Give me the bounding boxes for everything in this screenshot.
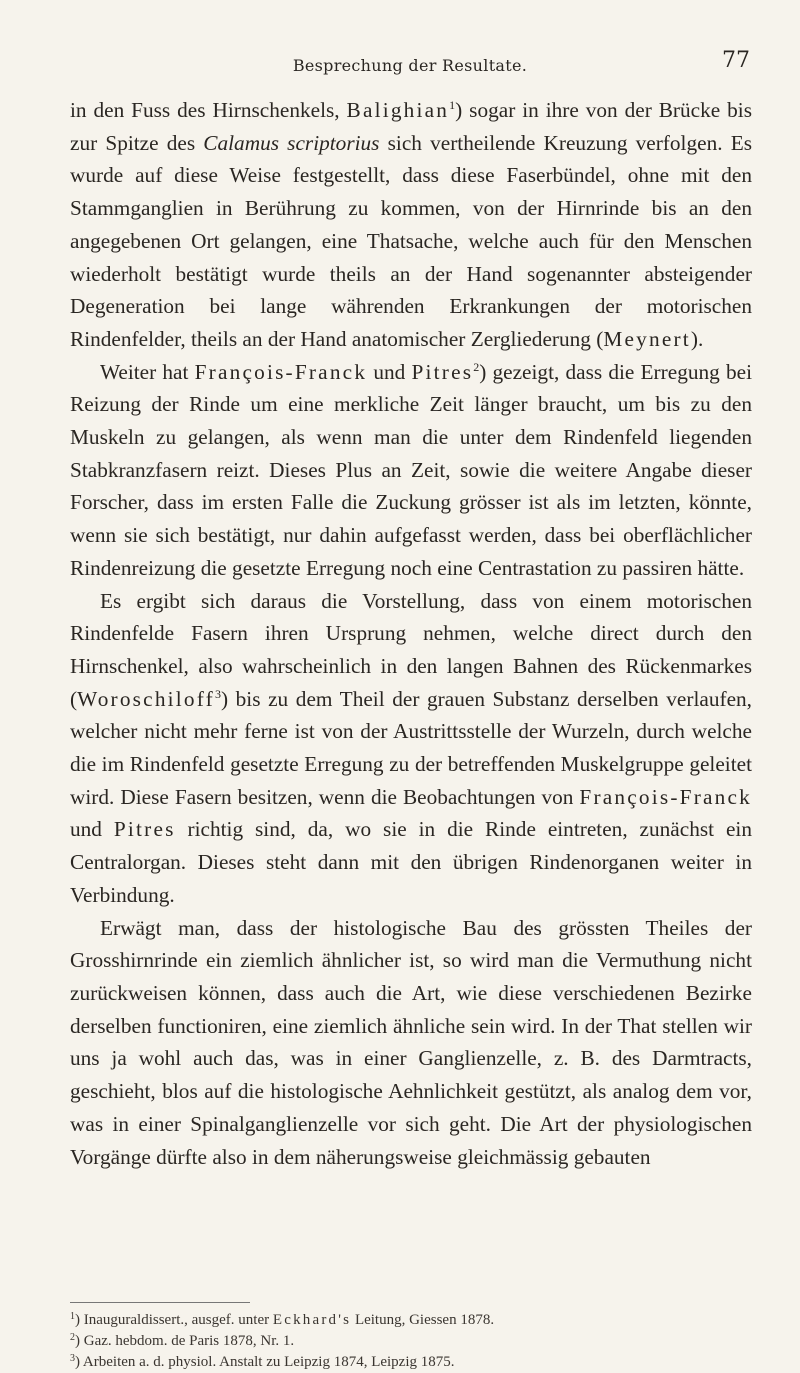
paragraph [70, 356, 752, 585]
author-name: François-Franck [579, 784, 752, 809]
footnote-mark: 3 [70, 1353, 75, 1364]
footnote-ref: 3 [214, 686, 221, 701]
footnotes [70, 1310, 750, 1373]
italic-text: Calamus scriptorius [203, 130, 380, 155]
text-run: Leitung, Giessen 1878. [351, 1312, 495, 1328]
footnote-ref: 2 [473, 359, 480, 374]
author-name: Balighian [346, 98, 450, 122]
text-run: ). [690, 326, 704, 351]
author-name: Pitres [113, 817, 176, 842]
author-name: Meynert [603, 326, 691, 351]
text-run: ) gezeigt, dass die Erregung bei Reizung der Rinde um eine merkliche Zeit länger braucht, um bis zu den Muskeln zu gelangen, als wenn man die unter dem Rindenfeld liegenden Stabkranzfasern reizt. Dieses Plus an Zeit, sowie die weitere Angabe dieser Forscher, dass im ersten Falle die Zuckung grösser ist als im letzten, könnte, wenn sie sich bestätigt, nur dahin aufgefasst werden, dass bei oberflächlicher Rindenreizung die gesetzte Erregung noch eine Centrastation zu passiren hätte. [70, 359, 752, 580]
text-run: ) Arbeiten a. d. physiol. Anstalt zu Leipzig 1874, Leipzig 1875. [75, 1354, 455, 1370]
footnote-ref: 1 [449, 98, 456, 112]
paragraph [70, 94, 752, 356]
text-run: Es ergibt sich daraus die Vorstellung, dass von einem motorischen Rindenfelde Fasern ihren Ursprung nehmen, welche direct durch den Hirnschenkel, also wahrscheinlich in den langen Bahnen des Rückenmarkes ( [70, 588, 752, 711]
footnote-mark: 2 [70, 1332, 75, 1343]
page-number: 77 [722, 48, 750, 73]
text-run: sich vertheilende Kreuzung verfolgen. Es wurde auf diese Weise festgestellt, dass diese Faserbündel, ohne mit den Stammganglien in Berührung zu kommen, von der Hirnrinde bis an den angegebenen Ort gelangen, eine Thatsache, welche auch für den Menschen wiederholt bestätigt wurde theils an der Hand sogenannter absteigender Degeneration bei lange währenden Erkrankungen der motorischen Rindenfelder, theils an der Hand anatomischer Zergliederung ( [70, 130, 752, 351]
paragraph [70, 585, 752, 912]
text-run: und [70, 817, 114, 842]
page-header [70, 44, 750, 84]
text-run: ) sogar in ihre von der Brücke bis zur Spitze des [70, 98, 752, 155]
running-head: Besprechung der Resultate. [292, 56, 528, 75]
author-name: Pitres [411, 359, 474, 384]
author-name: Eckhard's [272, 1312, 352, 1328]
footnote [70, 1331, 750, 1352]
footnote [70, 1310, 750, 1331]
text-run: Weiter hat [100, 359, 195, 384]
text-run: in den Fuss des Hirnschenkels, [70, 98, 347, 122]
footnote-mark: 1 [70, 1311, 75, 1322]
footnote-rule [70, 1302, 250, 1303]
text-run: und [367, 359, 412, 384]
text-run: richtig sind, da, wo sie in die Rinde eintreten, zunächst ein Centralorgan. Dieses steht dann mit den übrigen Rindenorganen weiter in Verbindung. [70, 817, 752, 907]
text-run: ) Inauguraldissert., ausgef. unter [75, 1312, 273, 1328]
text-run: Erwägt man, dass der histologische Bau des grössten Theiles der Grosshirnrinde ein ziemlich ähnlicher ist, so wird man die Vermuthung nicht zurückweisen können, dass auch die Art, wie diese verschiedenen Bezirke derselben functioniren, eine ziemlich ähnliche sein wird. In der That stellen wir uns ja wohl auch das, was in einer Ganglienzelle, z. B. des Darmtracts, geschieht, blos auf die histologische Aehnlichkeit gestützt, als analog dem vor, was in einer Spinalganglienzelle vor sich geht. Die Art der physiologischen Vorgänge dürfte also in dem näherungsweise gleichmässig gebauten [70, 915, 752, 1169]
body-text [70, 94, 752, 1173]
author-name: François-Franck [194, 359, 368, 384]
paragraph [70, 912, 752, 1174]
author-name: Woroschiloff [77, 686, 215, 711]
text-run: ) bis zu dem Theil der grauen Substanz derselben verlaufen, welcher nicht mehr ferne ist von der Austrittsstelle der Wurzeln, durch welche die im Rindenfeld gesetzte Erregung zu der betreffenden Muskelgruppe geleitet wird. Diese Fasern besitzen, wenn die Beobachtungen von [70, 686, 752, 809]
footnote [70, 1352, 750, 1373]
text-run: ) Gaz. hebdom. de Paris 1878, Nr. 1. [75, 1333, 295, 1349]
